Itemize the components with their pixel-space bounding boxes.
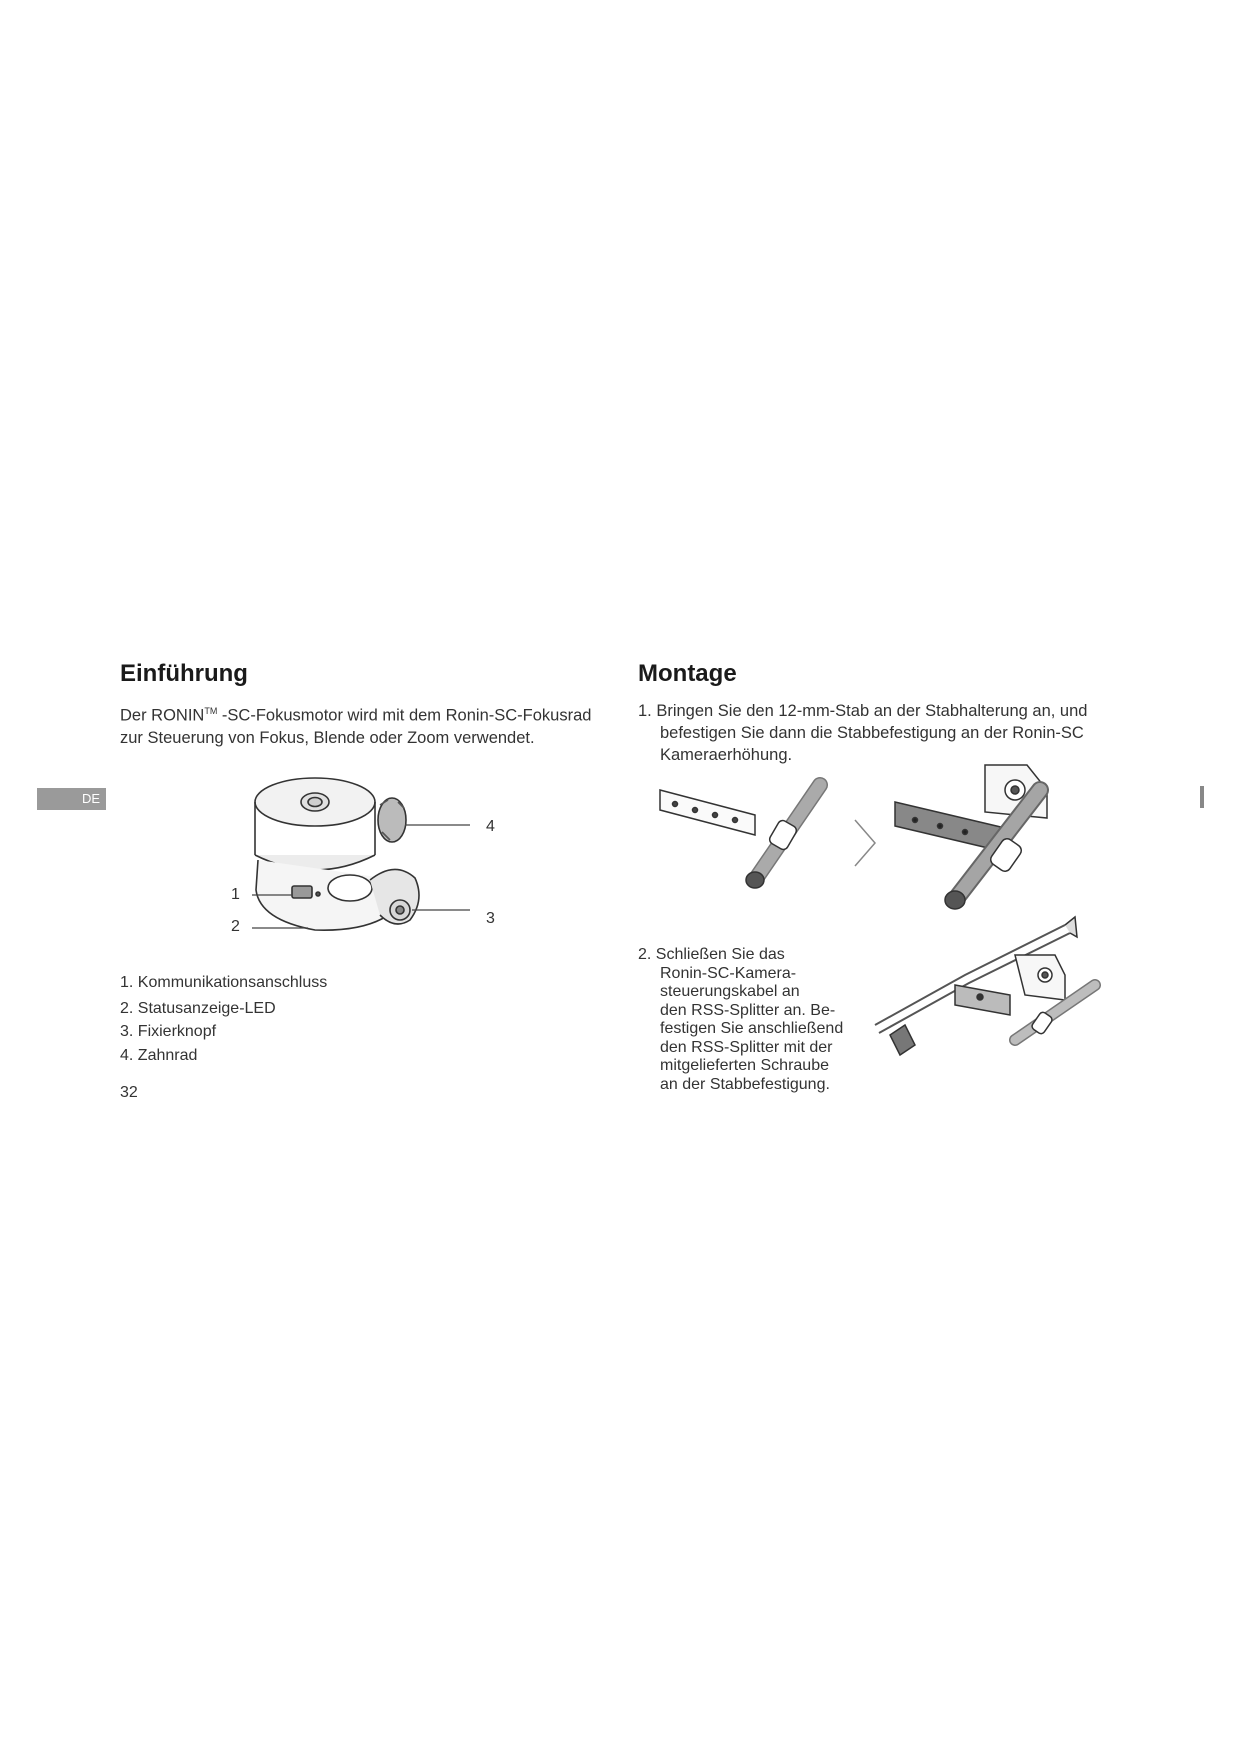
step-2-line-4: den RSS-Splitter an. Be- [660,1001,836,1019]
step-2-line-3: steuerungskabel an [660,983,800,1000]
callout-3: 3 [486,910,495,927]
callout-4: 4 [486,818,495,835]
step-1-line-3: Kameraerhöhung. [660,746,793,764]
language-tab: DE [37,788,106,810]
part-item-1: 1. Kommunikationsanschluss [120,974,328,991]
trademark-mark: TM [204,706,218,716]
edge-marker [1200,786,1204,808]
step-2-line-8: an der Stabbefestigung. [660,1075,830,1093]
step-1-line-1: 1. Bringen Sie den 12-mm-Stab an der Stabhalterung an, und [638,702,1088,720]
part-item-3: 3. Fixierknopf [120,1023,217,1040]
step-2-line-7: mitgelieferten Schraube [660,1057,829,1074]
splitter-cable-illustration [865,915,1105,1065]
rod-mount-illustration [655,760,1115,930]
callout-2: 2 [231,918,240,935]
intro-brand: Der RONIN [120,706,205,725]
section-heading-intro: Einführung [120,660,248,687]
step-1-line-2: befestigen Sie dann die Stabbefestigung an der Ronin-SC [660,724,1084,742]
part-item-2: 2. Statusanzeige-LED [120,1000,276,1017]
intro-line-1 [120,700,600,727]
part-item-4: 4. Zahnrad [120,1047,198,1064]
step-2-text [638,946,868,1094]
section-heading-montage: Montage [638,660,737,687]
step-2-line-2: Ronin-SC-Kamera- [660,964,797,982]
callout-1: 1 [231,886,240,903]
step-2-line-5: festigen Sie anschließend [660,1020,844,1037]
page-number: 32 [120,1084,138,1101]
step-2-line-1: 2. Schließen Sie das [638,946,785,963]
intro-line-1-rest: -SC-Fokusmotor wird mit dem Ronin-SC-Fokusrad [217,706,592,725]
intro-paragraph [120,700,600,749]
step-2-line-6: den RSS-Splitter mit der [660,1038,833,1056]
intro-line-2: zur Steuerung von Fokus, Blende oder Zoom verwendet. [120,728,535,747]
step-1-text [638,700,1116,766]
focus-motor-illustration [220,760,510,950]
